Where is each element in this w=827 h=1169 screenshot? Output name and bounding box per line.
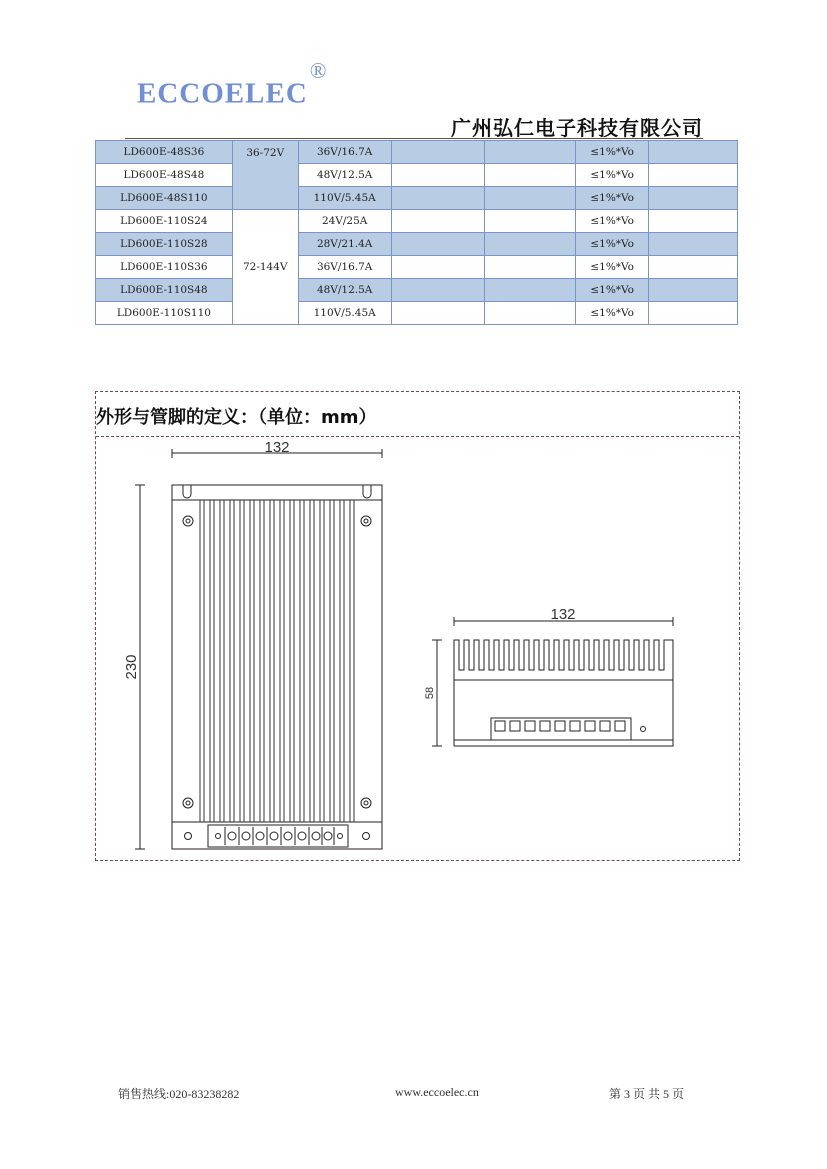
output-cell: 110V/5.45A bbox=[298, 302, 391, 325]
output-cell: 28V/21.4A bbox=[298, 233, 391, 256]
output-cell: 110V/5.45A bbox=[298, 187, 391, 210]
front-width-label: 132 bbox=[264, 439, 290, 456]
model-cell: LD600E-110S48 bbox=[96, 279, 233, 302]
output-cell: 24V/25A bbox=[298, 210, 391, 233]
regulation-cell: ≤1%*Vo bbox=[576, 187, 649, 210]
input-range-cell: 72-144V bbox=[232, 210, 298, 325]
model-cell: LD600E-110S110 bbox=[96, 302, 233, 325]
regulation-cell: ≤1%*Vo bbox=[576, 256, 649, 279]
output-cell: 36V/16.7A bbox=[298, 141, 391, 164]
side-height-label: 58 bbox=[424, 686, 436, 700]
output-cell: 48V/12.5A bbox=[298, 164, 391, 187]
regulation-cell: ≤1%*Vo bbox=[576, 141, 649, 164]
model-cell: LD600E-110S24 bbox=[96, 210, 233, 233]
section-title: 外形与管脚的定义：（单位：mm） bbox=[96, 407, 377, 428]
website-link[interactable]: www.eccoelec.cn bbox=[395, 1085, 479, 1099]
page-number: 第 3 页 共 5 页 bbox=[609, 1087, 685, 1101]
front-height-label: 230 bbox=[123, 654, 140, 680]
company-name: 广州弘仁电子科技有限公司 bbox=[451, 116, 703, 140]
regulation-cell: ≤1%*Vo bbox=[576, 164, 649, 187]
model-cell: LD600E-48S48 bbox=[96, 164, 233, 187]
output-cell: 36V/16.7A bbox=[298, 256, 391, 279]
model-cell: LD600E-48S36 bbox=[96, 141, 233, 164]
model-cell: LD600E-48S110 bbox=[96, 187, 233, 210]
registered-mark: ® bbox=[309, 58, 328, 83]
model-cell: LD600E-110S36 bbox=[96, 256, 233, 279]
model-cell: LD600E-110S28 bbox=[96, 233, 233, 256]
input-range-cell: 36-72V bbox=[232, 141, 298, 210]
output-cell: 48V/12.5A bbox=[298, 279, 391, 302]
side-width-label: 132 bbox=[550, 606, 576, 623]
regulation-cell: ≤1%*Vo bbox=[576, 279, 649, 302]
sales-hotline: 销售热线:020-83238282 bbox=[118, 1087, 240, 1101]
regulation-cell: ≤1%*Vo bbox=[576, 302, 649, 325]
regulation-cell: ≤1%*Vo bbox=[576, 210, 649, 233]
regulation-cell: ≤1%*Vo bbox=[576, 233, 649, 256]
logo-text: ECCOELEC bbox=[137, 77, 308, 110]
